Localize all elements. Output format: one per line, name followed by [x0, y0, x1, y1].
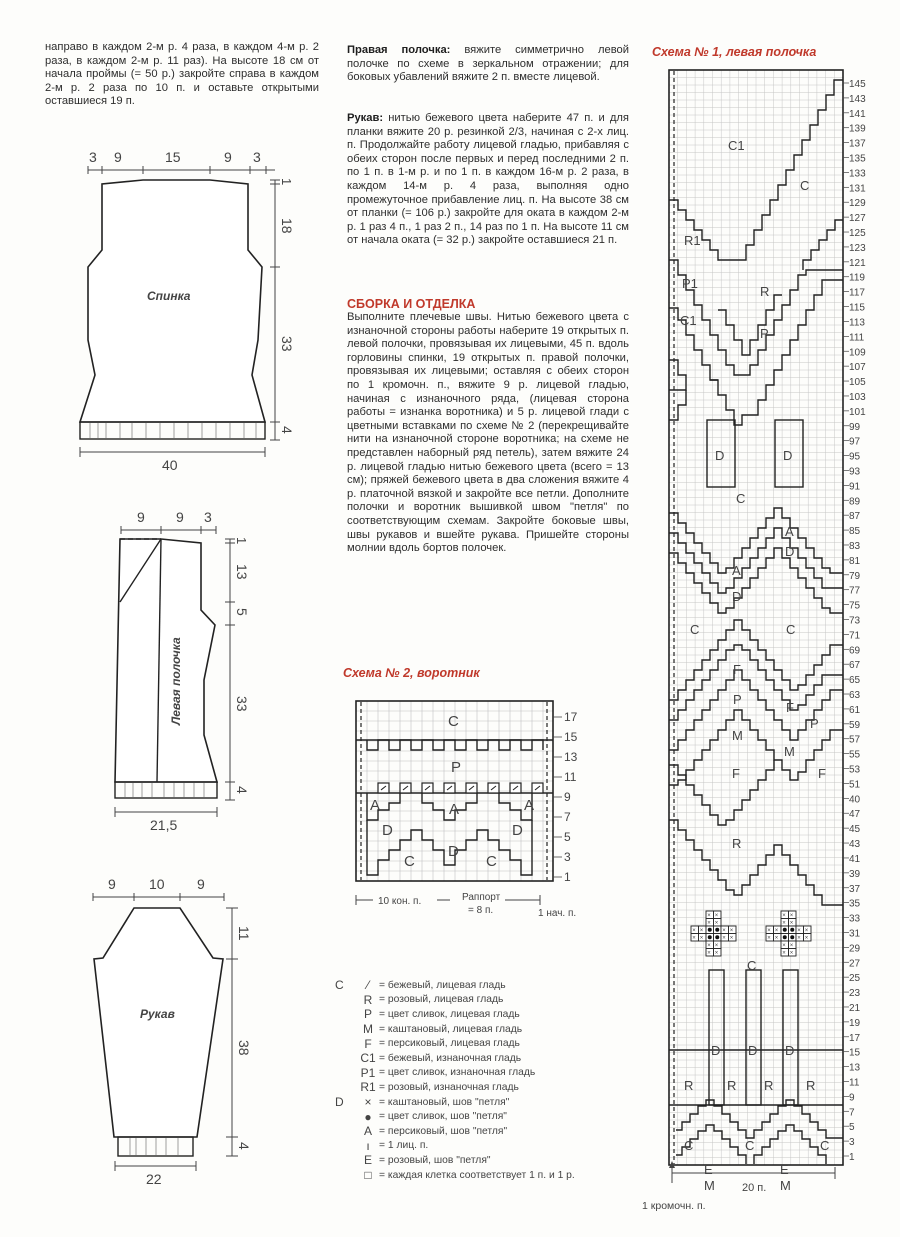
s1-label: C — [690, 622, 700, 637]
scheme1-row-label: 113 — [849, 317, 865, 329]
s1-label: A — [785, 524, 794, 539]
scheme1-row-label: 11 — [849, 1077, 860, 1089]
s1-label: F — [732, 766, 740, 781]
legend-row — [335, 993, 575, 1008]
s1-label: D — [732, 589, 742, 604]
cross-stitch-icon: × — [797, 935, 801, 942]
scheme2-row-label: 15 — [564, 730, 578, 744]
cross-stitch-icon: × — [692, 935, 696, 942]
scheme1-row-label: 39 — [849, 868, 861, 880]
cross-stitch-icon: × — [707, 913, 711, 919]
scheme1-row-label: 107 — [849, 362, 866, 374]
cross-stitch-icon: × — [789, 920, 794, 927]
scheme1-row-label: 1 — [849, 1152, 855, 1163]
s1-label: C — [736, 491, 746, 506]
scheme2-row-label: 1 — [564, 870, 571, 884]
s1-label: R — [684, 1078, 694, 1093]
scheme1-row-label: 35 — [849, 898, 861, 910]
scheme1-row-label: 65 — [849, 675, 861, 687]
cross-stitch-icon: × — [707, 943, 711, 949]
legend-symbol-icon: E — [363, 1153, 372, 1168]
sleeve-dim-side-3: 4 — [236, 1142, 252, 1150]
cross-stitch-icon: × — [782, 913, 786, 919]
scheme1-row-label: 53 — [849, 764, 861, 776]
legend-symbol-icon: P — [363, 1007, 372, 1022]
legend-description: = персиковый, лицевая гладь — [379, 1038, 520, 1050]
pattern-back — [70, 140, 310, 480]
cross-stitch-icon: × — [699, 928, 704, 934]
scheme1-row-label: 19 — [849, 1017, 861, 1029]
legend-symbol-letter: C — [335, 978, 344, 993]
scheme1-row-label: 139 — [849, 123, 866, 135]
scheme1-title: Схема № 1, левая полочка — [652, 45, 817, 59]
scheme1-footer — [640, 1165, 870, 1215]
scheme2-chart — [340, 690, 600, 920]
back-dim-bottom: 40 — [162, 457, 178, 473]
s1-label: P1 — [682, 276, 698, 291]
cross-stitch-icon: × — [789, 943, 794, 949]
scheme1-row-label: 137 — [849, 138, 866, 150]
legend-description: = каштановый, шов "петля" — [379, 1096, 510, 1108]
scheme1-row-label: 73 — [849, 615, 861, 627]
scheme1-row-label: 37 — [849, 883, 861, 895]
scheme1-row-label: 115 — [849, 302, 865, 314]
legend-description: = каждая клетка соответствует 1 п. и 1 р. — [379, 1169, 575, 1181]
scheme1-row-label: 97 — [849, 436, 861, 448]
scheme1-row-label: 131 — [849, 183, 866, 195]
legend-symbol-icon: R1 — [360, 1080, 376, 1095]
sleeve-title: Рукав — [140, 1007, 175, 1021]
sleeve-dim-top-2: 10 — [149, 876, 165, 892]
cross-stitch-icon: × — [707, 950, 711, 957]
scheme1-footer-width: 20 п. — [742, 1182, 767, 1194]
s1-label: C1 — [728, 138, 745, 153]
scheme1-row-label: 95 — [849, 451, 861, 463]
scheme1-row-label: 71 — [849, 630, 861, 642]
s1-label: C — [820, 1138, 830, 1153]
cross-stitch-icon: × — [789, 913, 794, 919]
legend-symbol-icon: A — [363, 1124, 372, 1139]
scheme2-label-d-2: D — [448, 843, 459, 860]
scheme1-row-label: 75 — [849, 600, 861, 612]
cross-stitch-icon: × — [714, 943, 719, 949]
front-dim-top-3: 3 — [204, 509, 212, 525]
scheme1-row-label: 59 — [849, 719, 861, 731]
back-dim-side-1: 1 — [279, 178, 294, 186]
legend-description: = розовый, изнаночная гладь — [379, 1081, 519, 1093]
legend-symbol-letter: D — [335, 1095, 344, 1110]
s1-label: F — [818, 766, 826, 781]
scheme1-row-label: 47 — [849, 809, 861, 821]
back-dim-top-4: 9 — [224, 149, 232, 165]
dot-stitch-icon — [715, 928, 719, 932]
legend-symbol-icon: C1 — [360, 1051, 376, 1066]
legend-description: = цвет сливок, шов "петля" — [379, 1111, 507, 1123]
legend-symbol-icon: M — [363, 1022, 373, 1037]
scheme1-row-label: 89 — [849, 496, 861, 508]
s1-label: D — [748, 1043, 758, 1058]
scheme1-row-label: 135 — [849, 153, 866, 165]
sleeve-instructions — [347, 112, 629, 248]
cross-stitch-icon: × — [797, 928, 801, 934]
scheme1-row-label: 15 — [849, 1047, 861, 1059]
dot-stitch-icon — [790, 935, 794, 939]
s1-label: F — [733, 662, 741, 677]
legend-row — [335, 1153, 575, 1168]
cross-stitch-icon: × — [804, 935, 809, 942]
sleeve-dim-bottom: 22 — [146, 1171, 162, 1187]
scheme1-row-label: 40 — [849, 794, 861, 806]
cross-stitch-icon: × — [767, 928, 771, 934]
legend-row — [335, 1022, 575, 1037]
back-title: Спинка — [147, 289, 191, 303]
s1-label: C — [684, 1138, 694, 1153]
scheme1-row-label: 133 — [849, 168, 866, 180]
legend-symbol-icon: F — [364, 1036, 372, 1051]
scheme2-row-label: 17 — [564, 710, 578, 724]
cross-stitch-icon: × — [767, 935, 771, 942]
scheme2-label-a-2: A — [449, 801, 460, 818]
s1-label: E — [704, 1162, 713, 1177]
cross-stitch-icon: × — [774, 928, 779, 934]
scheme1-row-label: 121 — [849, 257, 866, 269]
cross-stitch-icon: × — [692, 928, 696, 934]
s1-label: M — [732, 728, 743, 743]
front-dim-side-4: 33 — [234, 696, 250, 712]
dot-stitch-icon — [783, 935, 787, 939]
scheme1-row-label: 145 — [849, 79, 866, 90]
cross-stitch-icon: × — [707, 920, 711, 927]
legend-symbol-icon: R — [363, 992, 373, 1007]
dot-stitch-icon — [708, 935, 712, 939]
back-dim-top-2: 9 — [114, 149, 122, 165]
cross-stitch-icon: × — [714, 950, 719, 957]
s1-label: F — [786, 700, 794, 715]
scheme1-row-label: 87 — [849, 511, 861, 523]
sleeve-label: Рукав: — [347, 112, 384, 124]
scheme2-row-label: 11 — [564, 770, 577, 784]
s1-label: C — [786, 622, 796, 637]
sleeve-dim-side-1: 11 — [236, 926, 252, 941]
s1-label: M — [784, 744, 795, 759]
scheme1-row-label: 29 — [849, 943, 861, 955]
legend-symbol-icon: ● — [364, 1109, 372, 1124]
back-dim-side-3: 33 — [279, 336, 295, 352]
cross-stitch-icon: × — [782, 920, 786, 927]
legend-symbol-icon: ⁄ — [366, 978, 369, 993]
scheme2-label-d-3: D — [512, 822, 523, 839]
legend-row — [335, 1080, 575, 1095]
text-continuation: направо в каждом 2-м р. 4 раза, в каждом 4-м р. 2 раза, в каждом 2-м р. 11 раз). На высоте 18 см от начала проймы (= 50 р.) закройте справа в каждом 2-м р. 2 раза по 10 п. и оставьте открытыми оставшиеся 19 п. — [45, 41, 319, 108]
legend-row — [335, 1139, 575, 1154]
legend-row — [335, 1168, 575, 1183]
cross-stitch-icon: × — [804, 928, 809, 934]
scheme2-row-label: 9 — [564, 790, 571, 804]
cross-stitch-icon: × — [782, 950, 786, 957]
front-dim-side-3: 5 — [234, 608, 250, 616]
cross-stitch-icon: × — [774, 935, 779, 942]
dot-stitch-icon — [715, 935, 719, 939]
legend-symbol-icon: □ — [364, 1168, 372, 1183]
scheme2-footer-right: 1 нач. п. — [538, 908, 577, 919]
front-dim-side-1: 1 — [234, 537, 249, 545]
scheme1-row-label: 91 — [849, 481, 861, 493]
front-dim-top-2: 9 — [176, 509, 184, 525]
scheme1-row-label: 41 — [849, 853, 861, 865]
scheme1-row-label: 111 — [849, 332, 865, 344]
legend-row — [335, 1036, 575, 1051]
s1-label: R — [806, 1078, 816, 1093]
scheme1-row-label: 129 — [849, 198, 866, 210]
right-front-label: Правая полочка: — [347, 44, 451, 56]
back-dim-top-3: 15 — [165, 149, 181, 165]
s1-label: D — [711, 1043, 721, 1058]
dot-stitch-icon — [708, 928, 712, 932]
cross-stitch-icon: × — [714, 913, 719, 919]
scheme1-row-label: 27 — [849, 958, 861, 970]
s1-label: C — [747, 958, 757, 973]
scheme2-label-c-top: C — [448, 713, 459, 730]
scheme1-row-label: 55 — [849, 749, 861, 761]
scheme1-row-label: 43 — [849, 839, 861, 851]
scheme1-row-label: 79 — [849, 570, 861, 582]
s1-label: R — [764, 1078, 774, 1093]
cross-stitch-icon: × — [699, 935, 704, 942]
scheme1-row-label: 63 — [849, 690, 861, 702]
scheme1-row-label: 9 — [849, 1092, 855, 1104]
scheme2-row-label: 7 — [564, 810, 571, 824]
s1-label: M — [780, 1178, 791, 1193]
front-dim-side-2: 13 — [234, 564, 250, 580]
scheme1-row-label: 7 — [849, 1107, 855, 1119]
s1-label: D — [715, 448, 725, 463]
legend-symbol-icon: ı — [366, 1138, 370, 1153]
cross-stitch-icon: × — [729, 935, 734, 942]
scheme1-row-label: 67 — [849, 660, 861, 672]
legend-row — [335, 1051, 575, 1066]
s1-label: D — [785, 544, 795, 559]
scheme2-label-c-1: C — [404, 853, 415, 870]
scheme2-footer-rapport: Раппорт — [462, 892, 501, 903]
cross-stitch-icon: × — [789, 950, 794, 957]
s1-label: R — [760, 284, 770, 299]
scheme1-row-label: 5 — [849, 1122, 855, 1134]
cross-stitch-icon: × — [782, 943, 786, 949]
scheme1-row-label: 23 — [849, 988, 861, 1000]
scheme1-row-label: 141 — [849, 108, 866, 120]
s1-label: P — [810, 716, 819, 731]
s1-label: R — [727, 1078, 737, 1093]
legend-description: = каштановый, лицевая гладь — [379, 1023, 523, 1035]
back-dim-top-1: 3 — [89, 149, 97, 165]
assembly-instructions: Выполните плечевые швы. Нитью бежевого цвета с изнаночной стороны работы наберите 19 открытых п. левой полочки, провязывая их лицевыми, 45 п. вдоль горловины спинки, 19 открытых п. правой полочки, провязывая их лицевыми; оставляя с обеих сторон по 1 кромочн. п., вяжите 9 р. лицевой гладью, начиная с изнаночного ряда, (лицевая сторона работы = изнанка воротника) и 5 р. лицевой глади с цветными вставками по схеме № 2 (перекрещивайте нити на изнаночной стороне воротника; на схеме не представлен наборный ряд петель), затем вяжите 24 р. лицевой гладью нитью бежевого цвета (всего = 13 см); пряжей бежевого цвета в два сложения вяжите 4 р. платочной вязкой и закройте все петли. Дополните полочки и воротник вышивкой швом "петля" по соответствующим схемам. Закройте боковые швы, швы рукавов и вшейте рукава. Пришейте стороны молнии вдоль бортов полочек. — [347, 311, 629, 555]
scheme2-label-a-3: A — [524, 797, 535, 814]
cross-stitch-icon: × — [714, 920, 719, 927]
s1-label: C1 — [680, 313, 697, 328]
scheme2-label-c-2: C — [486, 853, 497, 870]
scheme1-row-label: 69 — [849, 645, 861, 657]
assembly-heading: СБОРКА И ОТДЕЛКА — [347, 297, 476, 311]
scheme1-row-label: 109 — [849, 347, 866, 359]
scheme1-row-label: 99 — [849, 421, 861, 433]
legend — [335, 978, 575, 1182]
scheme1-row-label: 81 — [849, 555, 861, 567]
s1-label: D — [785, 1043, 795, 1058]
legend-description: = розовый, шов "петля" — [379, 1154, 491, 1166]
scheme1-row-label: 117 — [849, 287, 865, 299]
scheme2-footer-left: 10 кон. п. — [378, 896, 422, 907]
legend-description: = бежевый, изнаночная гладь — [379, 1052, 522, 1064]
scheme1-row-label: 51 — [849, 779, 861, 791]
s1-label: R — [732, 836, 742, 851]
scheme1-row-label: 119 — [849, 272, 865, 284]
scheme1-row-label: 105 — [849, 377, 866, 389]
right-front-instructions — [347, 44, 629, 85]
s1-label: P — [733, 692, 742, 707]
legend-description: = 1 лиц. п. — [379, 1140, 429, 1152]
front-dim-bottom: 21,5 — [150, 817, 178, 833]
cross-stitch-icon: × — [722, 935, 726, 942]
cross-stitch-icon: × — [729, 928, 734, 934]
dot-stitch-icon — [790, 928, 794, 932]
scheme1-row-label: 31 — [849, 928, 861, 940]
legend-row — [335, 978, 575, 993]
scheme1-row-label: 85 — [849, 526, 861, 538]
scheme1-row-label: 25 — [849, 973, 861, 985]
scheme1-row-label: 77 — [849, 585, 861, 597]
back-dim-top-5: 3 — [253, 149, 261, 165]
scheme2-label-d-1: D — [382, 822, 393, 839]
scheme1-row-label: 13 — [849, 1062, 861, 1074]
scheme2-row-label: 5 — [564, 830, 571, 844]
scheme1-row-label: 17 — [849, 1032, 861, 1044]
front-dim-side-5: 4 — [234, 786, 250, 794]
scheme1-row-label: 143 — [849, 93, 866, 105]
scheme1-row-label: 93 — [849, 466, 861, 478]
scheme2-label-a-1: A — [370, 797, 381, 814]
scheme1-row-label: 33 — [849, 913, 861, 925]
legend-row — [335, 1007, 575, 1022]
scheme1-row-label: 127 — [849, 213, 866, 225]
scheme1-row-label: 123 — [849, 242, 866, 254]
legend-symbol-icon: P1 — [360, 1065, 376, 1080]
legend-row — [335, 1095, 575, 1110]
scheme2-row-label: 3 — [564, 850, 571, 864]
scheme1-footer-edge: 1 кромочн. п. — [642, 1200, 706, 1212]
scheme2-row-label: 13 — [564, 750, 578, 764]
scheme1-row-label: 83 — [849, 540, 861, 552]
legend-description: = бежевый, лицевая гладь — [379, 979, 506, 991]
s1-label: A — [732, 563, 741, 578]
sleeve-dim-side-2: 38 — [236, 1040, 252, 1056]
scheme1-row-label: 101 — [849, 406, 866, 418]
sleeve-dim-top-3: 9 — [197, 876, 205, 892]
back-dim-side-2: 18 — [279, 218, 295, 234]
s1-label: E — [780, 1162, 789, 1177]
s1-label: D — [783, 448, 793, 463]
back-dim-side-4: 4 — [279, 426, 295, 434]
pattern-sleeve — [80, 870, 280, 1190]
pattern-left-front — [100, 500, 260, 840]
legend-row — [335, 1066, 575, 1081]
s1-label: C — [800, 178, 810, 193]
right-front-text: вяжите симметрично левой полочке по схеме в зеркальном отражении; для боковых убавлений вяжите 2 п. вместе лицевой. — [347, 44, 629, 84]
scheme2-label-p: P — [451, 759, 462, 776]
sleeve-text: нитью бежевого цвета наберите 47 п. и для планки вяжите 20 р. резинкой 2/3, начиная с 2-х лиц. п. Продолжайте работу лицевой гладью, прибавляя с обеих сторон после первых и перед последними 2 п. по 1 п. в 1-м р. и по 1 п. в каждом 16-м р. 2 раза, в каждом 14-м р. 4 раза, выполняя одно промежуточное прибавление лиц. п. На высоте 38 см от планки (= 106 р.) закройте для оката в каждом 2-м р. 1 раз 4 п., 1 раз 2 п., 14 раз по 1 п. На высоте 11 см от начала оката (= 32 р.) закройте оставшиеся 21 п. — [347, 112, 629, 247]
legend-row — [335, 1124, 575, 1139]
scheme1-row-label: 61 — [849, 704, 861, 716]
scheme1-row-label: 57 — [849, 734, 861, 746]
front-dim-top-1: 9 — [137, 509, 145, 525]
legend-symbol-icon: × — [364, 1095, 372, 1110]
cross-stitch-icon: × — [722, 928, 726, 934]
s1-label: P — [760, 326, 769, 341]
legend-description: = цвет сливок, лицевая гладь — [379, 1008, 520, 1020]
scheme2-title: Схема № 2, воротник — [343, 666, 480, 680]
sleeve-dim-top-1: 9 — [108, 876, 116, 892]
legend-row — [335, 1109, 575, 1124]
scheme1-row-label: 45 — [849, 824, 861, 836]
legend-description: = персиковый, шов "петля" — [379, 1125, 508, 1137]
dot-stitch-icon — [783, 928, 787, 932]
s1-label: C — [745, 1138, 755, 1153]
scheme1-row-label: 103 — [849, 391, 866, 403]
scheme1-cross-motifs — [691, 911, 811, 957]
s1-label: R1 — [684, 233, 701, 248]
scheme1-row-label: 21 — [849, 1002, 861, 1014]
scheme2-footer-rapport-value: = 8 п. — [468, 905, 494, 916]
legend-description: = цвет сливок, изнаночная гладь — [379, 1067, 536, 1079]
front-title: Левая полочка — [169, 637, 183, 725]
s1-label: M — [704, 1178, 715, 1193]
scheme1-row-label: 3 — [849, 1137, 855, 1149]
scheme1-row-label: 125 — [849, 228, 866, 240]
legend-description: = розовый, лицевая гладь — [379, 994, 504, 1006]
